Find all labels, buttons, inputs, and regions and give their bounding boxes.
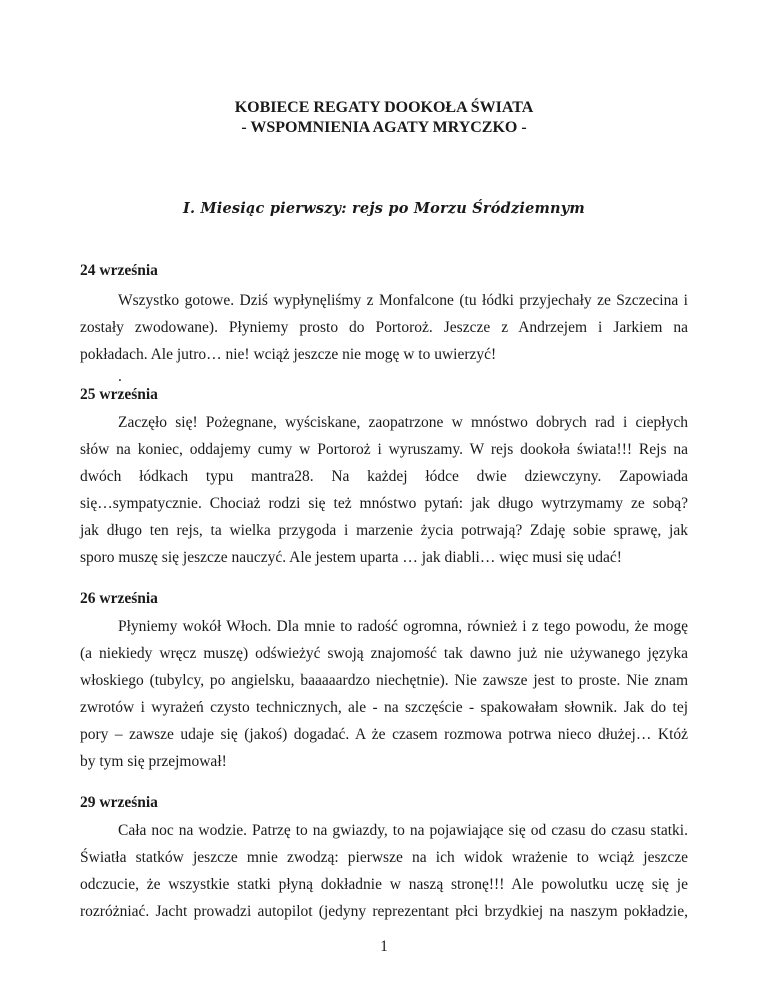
entry-line: Zaczęło się! Pożegnane, wyściskane, zaopatrzone w mnóstwo dobrych rad i ciepłych <box>118 414 688 431</box>
entry-date: 25 września <box>80 386 158 403</box>
entry-line: (a niekiedy wręcz muszę) odświeżyć swoją znajomość tak dawno już nie używanego języka <box>80 645 688 662</box>
document-title-line-1: KOBIECE REGATY DOOKOŁA ŚWIATA <box>234 99 534 116</box>
document-title-line-2: - WSPOMNIENIA AGATY MRYCZKO - <box>241 119 527 136</box>
page-number: 1 <box>380 938 388 955</box>
entry-line: jak długo ten rejs, ta wielka przygoda i marzenie życia potrwają? Zdaję sobie sprawę, jak <box>80 522 688 539</box>
entry-date: 24 września <box>80 262 158 279</box>
entry-line: Wszystko gotowe. Dziś wypłynęliśmy z Monfalcone (tu łódki przyjechały ze Szczecina i <box>118 292 688 309</box>
entry-line: włoskiego (tubylcy, po angielsku, baaaaardzo niechętnie). Nie zawsze jest to proste. Nie znam <box>80 672 688 689</box>
entry-line: się…sympatycznie. Chociaż rodzi się też mnóstwo pytań: jak długo wytrzymamy ze sobą? <box>80 495 688 512</box>
entry-date: 26 września <box>80 590 158 607</box>
entry-line: dwóch łódkach typu mantra28. Na każdej łódce dwie dziewczyny. Zapowiada <box>80 468 688 485</box>
entry-line: Płyniemy wokół Włoch. Dla mnie to radość ogromna, również i z tego powodu, że mogę <box>118 618 688 635</box>
entry-trailing-mark: . <box>118 368 122 385</box>
entry-line: rozróżniać. Jacht prowadzi autopilot (jedyny reprezentant płci brzydkiej na naszym pokładzie, <box>80 903 688 920</box>
entry-line: zwrotów i wyrażeń czysto technicznych, ale - na szczęście - spakowałam słownik. Jak do tej <box>80 699 688 716</box>
entry-line: by tym się przejmował! <box>80 753 227 770</box>
entry-line: odczucie, że wszystkie statki płyną dokładnie w naszą stronę!!! Ale powolutku uczę się je <box>80 876 688 893</box>
entry-line: słów na koniec, oddajemy cumy w Portoroż i wyruszamy. W rejs dookoła świata!!! Rejs na <box>80 441 688 458</box>
entry-line: Cała noc na wodzie. Patrzę to na gwiazdy, to na pojawiające się od czasu do czasu statki. <box>118 822 688 839</box>
entry-line: pory – zawsze udaje się (jakoś) dogadać. A że czasem rozmowa potrwa nieco dłużej… Któż <box>80 726 688 743</box>
entry-date: 29 września <box>80 794 158 811</box>
entry-line: Światła statków jeszcze mnie zwodzą: pierwsze na ich widok wrażenie to wciąż jeszcze <box>80 849 688 866</box>
entry-line: zostały zwodowane). Płyniemy prosto do Portoroż. Jeszcze z Andrzejem i Jarkiem na <box>80 319 688 336</box>
entry-line: sporo muszę się jeszcze nauczyć. Ale jestem uparta … jak diabli… więc musi się udać! <box>80 549 622 566</box>
chapter-heading: I. Miesiąc pierwszy: rejs po Morzu Śródziemnym <box>183 200 585 217</box>
entry-line: pokładach. Ale jutro… nie! wciąż jeszcze nie mogę w to uwierzyć! <box>80 346 497 363</box>
